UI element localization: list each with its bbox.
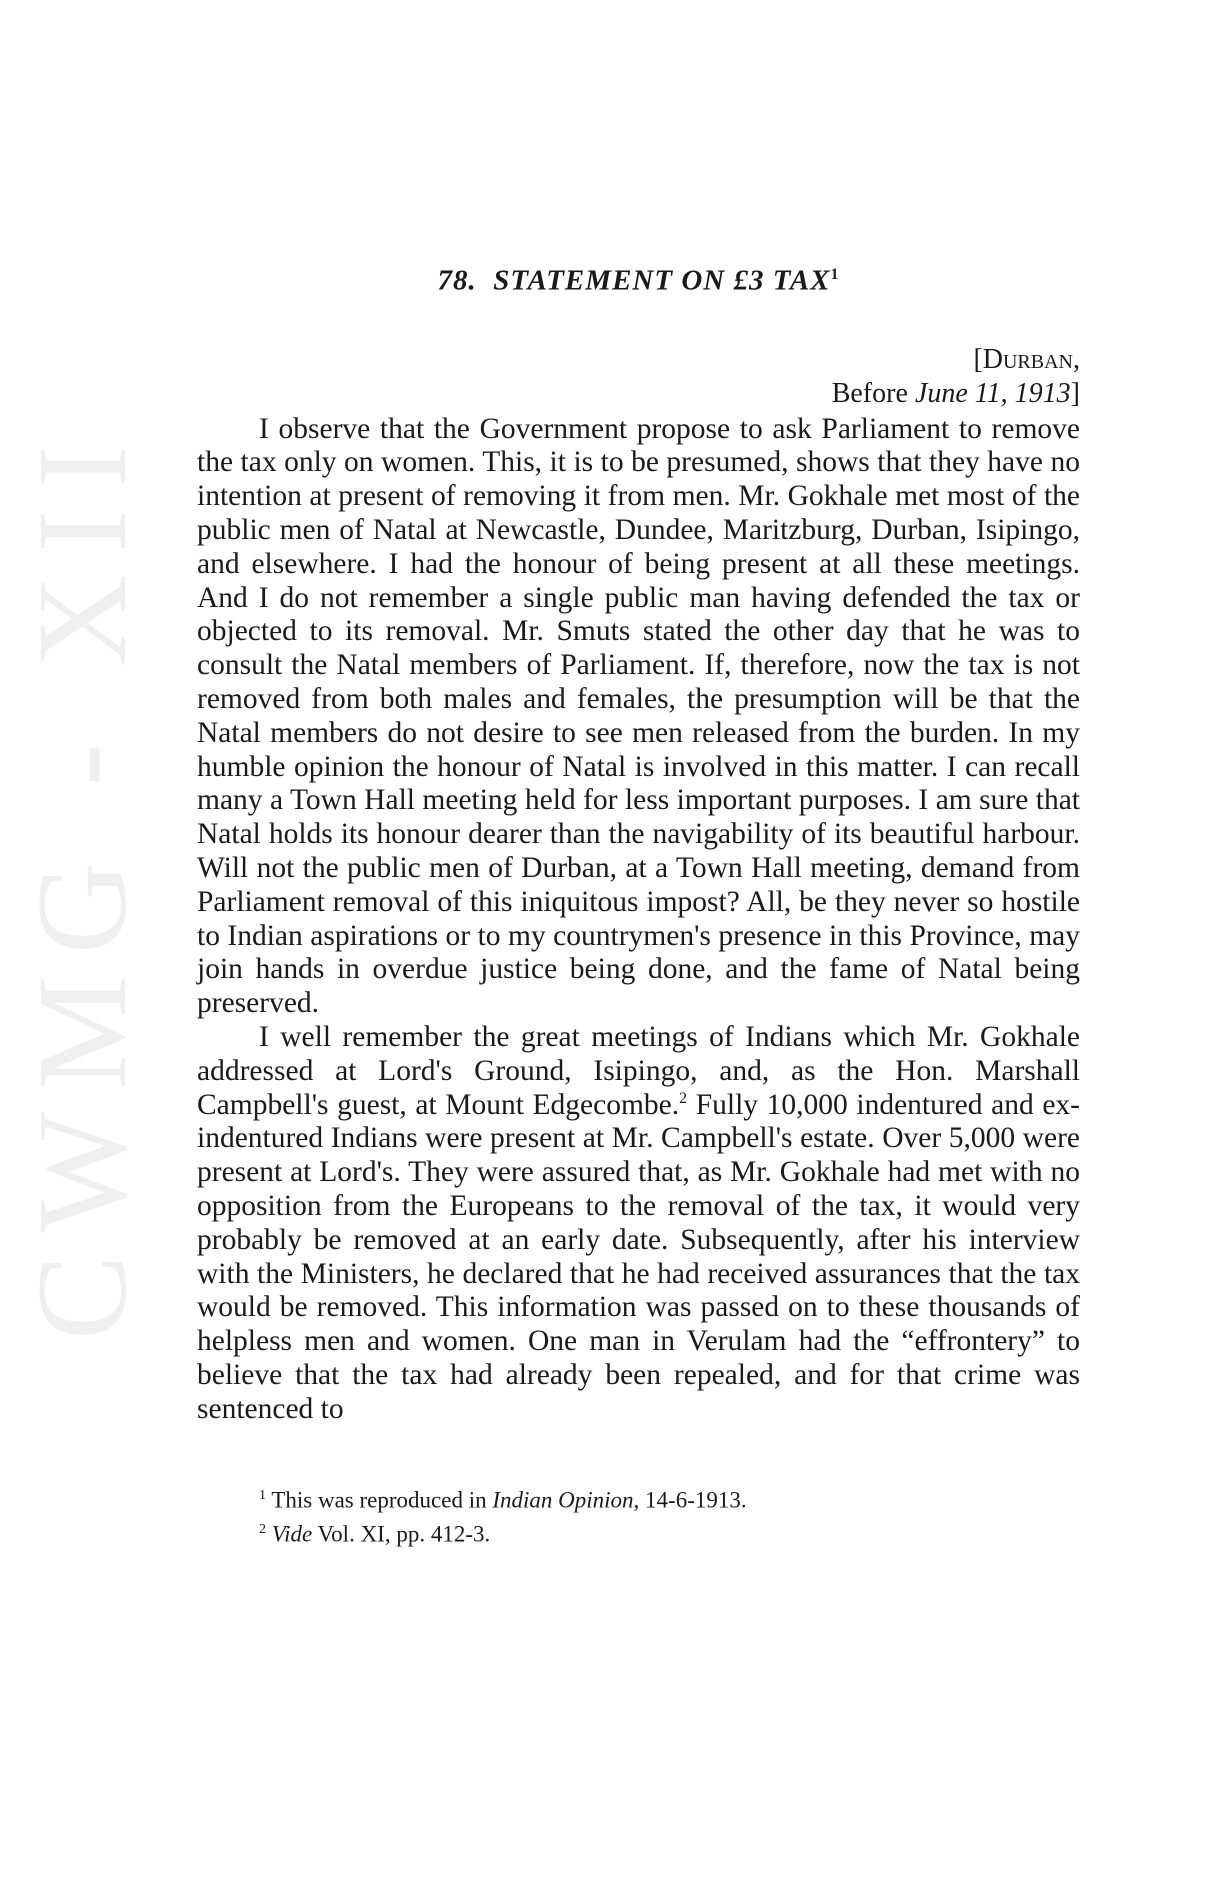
footnote-2-text-end: Vol. XI, pp. 412-3. xyxy=(312,1521,491,1547)
footnote-1-text-end: , 14-6-1913. xyxy=(633,1487,747,1513)
footnote-1-number: 1 xyxy=(259,1487,266,1503)
body-text xyxy=(197,413,1080,1427)
watermark: CWMG - XII xyxy=(11,423,153,1340)
footnote-marker-2: 2 xyxy=(679,1089,688,1107)
document-number: 78. xyxy=(437,264,477,297)
dateline-place: [Durban, xyxy=(973,343,1080,375)
dateline-suffix: ] xyxy=(1070,377,1080,409)
footnote-2-italic: Vide xyxy=(271,1521,313,1547)
paragraph-2 xyxy=(197,1021,1080,1427)
title-footnote-marker: 1 xyxy=(830,266,840,283)
paragraph-2-part-2: Fully 10,000 indentured and ex-indentured Indians were present at Mr. Campbell's estate. Over 5,000 were present at Lord's. They were assured that, as Mr. Gokhale had met with no opposition from the Europeans to the removal of the tax, it would very probably be removed at an early date. Subsequently, after his interview with the Ministers, he declared that he had received assurances that the tax would be removed. This information was passed on to these thousands of helpless men and women. One man in Verulam had the “effrontery” to believe that the tax had already been repealed, and for that crime was sentenced to xyxy=(197,1088,1080,1425)
footnote-1 xyxy=(259,1481,1080,1516)
dateline-prefix: Before xyxy=(831,377,915,409)
document-title-text: STATEMENT ON £3 TAX xyxy=(493,264,831,297)
footnote-1-italic: Indian Opinion xyxy=(492,1487,634,1513)
footnote-2 xyxy=(259,1515,1080,1550)
paragraph-2-part-1: I well remember the great meetings of Indians which Mr. Gokhale addressed at Lord's Ground, Isipingo, and, as the Hon. Marshall Campbell's guest, at Mount Edgecombe. xyxy=(197,1021,1080,1121)
dateline-date: June 11, 1913 xyxy=(914,377,1071,409)
footnotes xyxy=(197,1481,1080,1550)
footnote-2-number: 2 xyxy=(259,1522,266,1538)
paragraph-1: I observe that the Government propose to ask Parliament to remove the tax only on women. This, it is to be presumed, shows that they have no intention at present of removing it from men. Mr. Gokhale met most of the public men of Natal at Newcastle, Dundee, Maritzburg, Durban, Isipingo, and elsewhere. I had the honour of being present at all these meetings. And I do not remember a single public man having defended the tax or objected to its removal. Mr. Smuts stated the other day that he was to consult the Natal members of Parliament. If, therefore, now the tax is not removed from both males and females, the presumption will be that the Natal members do not desire to see men released from the burden. In my humble opinion the honour of Natal is involved in this matter. I can recall many a Town Hall meeting held for less important purposes. I am sure that Natal holds its honour dearer than the navigability of its beautiful harbour. Will not the public men of Durban, at a Town Hall meeting, demand from Parliament removal of this iniquitous impost? All, be they never so hostile to Indian aspirations or to my countrymen's presence in this Province, may join hands in overdue justice being done, and the fame of Natal being preserved. xyxy=(197,412,1080,1020)
dateline xyxy=(197,343,1080,411)
footnote-1-text: This was reproduced in xyxy=(266,1487,493,1513)
document-title xyxy=(197,255,1080,301)
dateline-date-line xyxy=(197,377,1080,411)
document-page xyxy=(197,255,1080,1550)
